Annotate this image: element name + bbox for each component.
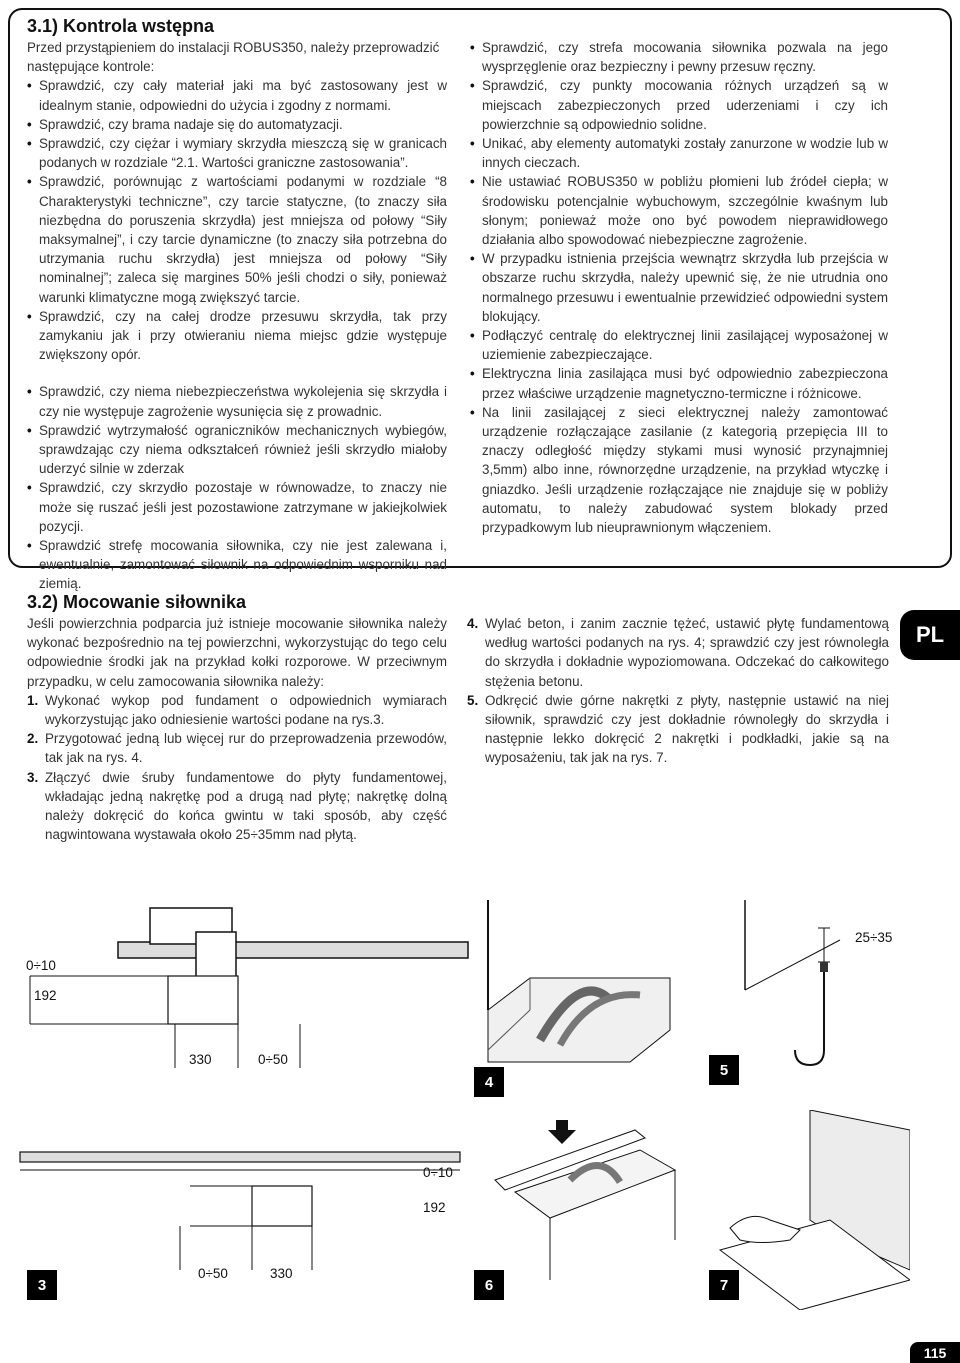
figure-number: 7 xyxy=(709,1270,739,1300)
list-item: • Podłączyć centralę do elektrycznej linii zasilającej wyposażonej w uziemienie zabezpieczające. xyxy=(470,326,888,364)
list-item: • Nie ustawiać ROBUS350 w pobliżu płomieni lub źródeł ciepła; w środowisku potencjalnie wybuchowym, szczególnie kwaśnym lub słonym; ponieważ może ono być powodem nieprawidłowego działania albo spowodować niebezpieczne zagrożenie. xyxy=(470,172,888,249)
list-item: • Sprawdzić, czy na całej drodze przesuwu skrzydła, tak przy zamykaniu jak i przy otwieraniu niema miejsc gdzie występuje zwiększony opór. xyxy=(27,307,447,365)
list-item: • Sprawdzić, czy ciężar i wymiary skrzydła mieszczą się w granicach podanych w rozdziale “2.1. Wartości graniczne zastosowania”. xyxy=(27,134,447,172)
figure-3-bottom-drawing xyxy=(0,1140,470,1290)
check-list-left xyxy=(27,76,447,364)
figure-7-drawing xyxy=(710,1110,910,1310)
dimension-label: 330 xyxy=(270,1266,293,1281)
dimension-label: 192 xyxy=(423,1200,446,1215)
check-list-right xyxy=(470,38,888,537)
figure-4-drawing xyxy=(470,900,700,1070)
dimension-label: 0÷50 xyxy=(198,1266,228,1281)
mounting-steps-left xyxy=(27,691,447,845)
dimension-label: 192 xyxy=(34,988,57,1003)
list-item: • W przypadku istnienia przejścia wewnątrz skrzydła lub przejścia w obszarze ruchu skrzydła, należy upewnić się, że nie utrudnia ono normalnego przesuwu i ewentualnie przewidzieć odpowiedni system blokujący. xyxy=(470,249,888,326)
left-column-check xyxy=(27,38,447,594)
step-item: 5. Odkręcić dwie górne nakrętki z płyty, następnie ustawić na niej siłownik, sprawdzić czy jest dokładnie równoległy do skrzydła i następnie lekko dokręcić 2 nakrętki i podkładki, jakie są na wyposażeniu, tak jak na rys. 7. xyxy=(467,691,889,768)
list-item: • Sprawdzić, czy strefa mocowania siłownika pozwala na jego wysprzęglenie oraz bezpieczny i pewny przesuw ręczny. xyxy=(470,38,888,76)
list-item: • Sprawdzić strefę mocowania siłownika, czy nie jest zalewana i, ewentualnie, zamontować siłownik na odpowiednim wsporniku nad ziemią. xyxy=(27,536,447,594)
right-column-mounting xyxy=(467,614,889,768)
list-item: • Sprawdzić, czy niema niebezpieczeństwa wykolejenia się skrzydła i czy nie występuje zagrożenie wysunięcia się z prowadnic. xyxy=(27,382,447,420)
list-item: • Sprawdzić, czy brama nadaje się do automatyzacji. xyxy=(27,115,447,134)
list-item: • Sprawdzić, czy skrzydło pozostaje w równowadze, to znaczy nie może się ruszać jeśli jest pozostawione zatrzymane w jakiejkolwiek pozycji. xyxy=(27,478,447,536)
dimension-label: 25÷35 xyxy=(855,930,893,945)
list-item: • Sprawdzić wytrzymałość ograniczników mechanicznych wybiegów, sprawdzając czy niema odkształceń również jeśli skrzydło miałoby uderzyć silnie w zderzak xyxy=(27,421,447,479)
list-item: • Sprawdzić, czy cały materiał jaki ma być zastosowany jest w idealnym stanie, odpowiedni do użycia i zgodny z normami. xyxy=(27,76,447,114)
figure-number: 4 xyxy=(474,1067,504,1097)
mounting-intro: Jeśli powierzchnia podparcia już istnieje mocowanie siłownika należy wykonać bezpośrednio na tej powierzchni, wykorzystując do tego celu odpowiednie środki jak na przykład kołki rozporowe. W przeciwnym przypadku, w celu zamocowania siłownika należy: xyxy=(27,616,447,689)
list-item: • Unikać, aby elementy automatyki zostały zanurzone w wodzie lub w innych cieczach. xyxy=(470,134,888,172)
figure-3-top-drawing xyxy=(0,900,470,1070)
list-item: • Elektryczna linia zasilająca musi być odpowiednio zabezpieczona przez właściwe urządzenie magnetyczno-termiczne i różnicowe. xyxy=(470,364,888,402)
figure-number: 6 xyxy=(474,1270,504,1300)
language-badge: PL xyxy=(900,610,960,660)
figure-6-drawing xyxy=(470,1110,710,1310)
list-item: • Sprawdzić, porównując z wartościami podanymi w rozdziale “8 Charakterystyki techniczne”, czy tarcie statyczne, (to znaczy siła niezbędna do poruszenia skrzydła) jest mniejsza od połowy “Siły maksymalnej”, i czy tarcie dynamiczne (to znaczy siła potrzebna do utrzymania ruchu skrzydła) jest mniejsza od połowy “Siły nominalnej”; zaleca się margines 50% jeśli chodzi o siły, ponieważ warunki klimatyczne mogą zwiększyć tarcie. xyxy=(27,172,447,306)
step-item: 3. Złączyć dwie śruby fundamentowe do płyty fundamentowej, wkładając jedną nakrętkę pod a drugą nad płytę; nakrętkę dolną należy dokręcić do końca gwintu w taki sposób, aby część nagwintowana wystawała około 25÷35mm nad płytą. xyxy=(27,768,447,845)
list-item: • Na linii zasilającej z sieci elektrycznej należy zamontować urządzenie rozłączające zasilanie (z kategorią przepięcia III to znaczy odległość między stykami musi wynosić przynajmniej 3,5mm) albo inne, równorzędne urządzenie, na przykład wtyczkę i gniazdko. Jeśli urządzenie rozłączające nie znajduje się w pobliży automatu, to należy zabudować system blokady przed przypadkowym lub nieuprawnionym włączeniem. xyxy=(470,403,888,537)
step-item: 2. Przygotować jedną lub więcej rur do przeprowadzenia przewodów, tak jak na rys. 4. xyxy=(27,729,447,767)
check-intro: Przed przystąpieniem do instalacji ROBUS350, należy przeprowadzić następujące kontrole: xyxy=(27,40,440,75)
dimension-label: 0÷10 xyxy=(26,958,56,973)
left-column-mounting xyxy=(27,614,447,844)
dimension-label: 0÷50 xyxy=(258,1052,288,1067)
check-list-left-2 xyxy=(27,382,447,593)
list-item: • Sprawdzić, czy punkty mocowania różnych urządzeń są w miejscach zabezpieczonych przed uderzeniami i czy ich powierzchnie są odpowiednio solidne. xyxy=(470,76,888,134)
right-column-check xyxy=(470,38,888,537)
step-item: 4. Wylać beton, i zanim zacznie tężeć, ustawić płytę fundamentową według wartości podanych na rys. 4; sprawdzić czy jest równoległa do skrzydła i dokładnie wypoziomowana. Odczekać do całkowitego stężenia betonu. xyxy=(467,614,889,691)
figure-5-drawing xyxy=(700,900,900,1070)
section-title-mounting: 3.2) Mocowanie siłownika xyxy=(27,592,247,612)
step-item: 1. Wykonać wykop pod fundament o odpowiednich wymiarach wykorzystując jako odniesienie wartości podane na rys.3. xyxy=(27,691,447,729)
figure-number: 3 xyxy=(27,1270,57,1300)
mounting-steps-right xyxy=(467,614,889,768)
figure-number: 5 xyxy=(709,1055,739,1085)
section-title-initial-check: 3.1) Kontrola wstępna xyxy=(27,16,215,36)
dimension-label: 0÷10 xyxy=(423,1165,453,1180)
page-number: 115 xyxy=(910,1342,960,1363)
dimension-label: 330 xyxy=(189,1052,212,1067)
